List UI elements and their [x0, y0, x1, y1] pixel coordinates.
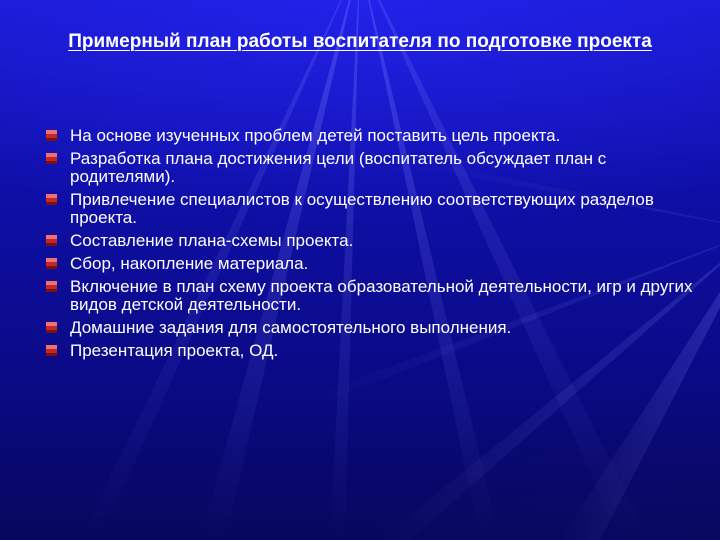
red-cube-bullet-icon [46, 281, 57, 292]
list-item-text: Привлечение специалистов к осуществлению соответствующих разделов проекта. [70, 190, 654, 227]
list-item [46, 255, 696, 273]
list-item-text: Домашние задания для самостоятельного выполнения. [70, 318, 512, 337]
list-item [46, 278, 696, 314]
red-cube-bullet-icon [46, 258, 57, 269]
list-item-text: Презентация проекта, ОД. [70, 341, 279, 360]
plan-list [46, 127, 696, 365]
list-item-text: Сбор, накопление материала. [70, 254, 309, 273]
list-item [46, 232, 696, 250]
red-cube-bullet-icon [46, 130, 57, 141]
slide-title: Примерный план работы воспитателя по подготовке проекта [68, 31, 652, 52]
list-item [46, 150, 696, 186]
red-cube-bullet-icon [46, 322, 57, 333]
list-item-text: На основе изученных проблем детей поставить цель проекта. [70, 126, 561, 145]
list-item [46, 319, 696, 337]
red-cube-bullet-icon [46, 153, 57, 164]
list-item [46, 342, 696, 360]
red-cube-bullet-icon [46, 345, 57, 356]
red-cube-bullet-icon [46, 235, 57, 246]
list-item [46, 191, 696, 227]
list-item [46, 127, 696, 145]
list-item-text: Составление плана-схемы проекта. [70, 231, 354, 250]
list-item-text: Включение в план схему проекта образовательной деятельности, игр и других видов детской деятельности. [70, 277, 693, 314]
red-cube-bullet-icon [46, 194, 57, 205]
list-item-text: Разработка плана достижения цели (воспитатель обсуждает план с родителями). [70, 149, 607, 186]
